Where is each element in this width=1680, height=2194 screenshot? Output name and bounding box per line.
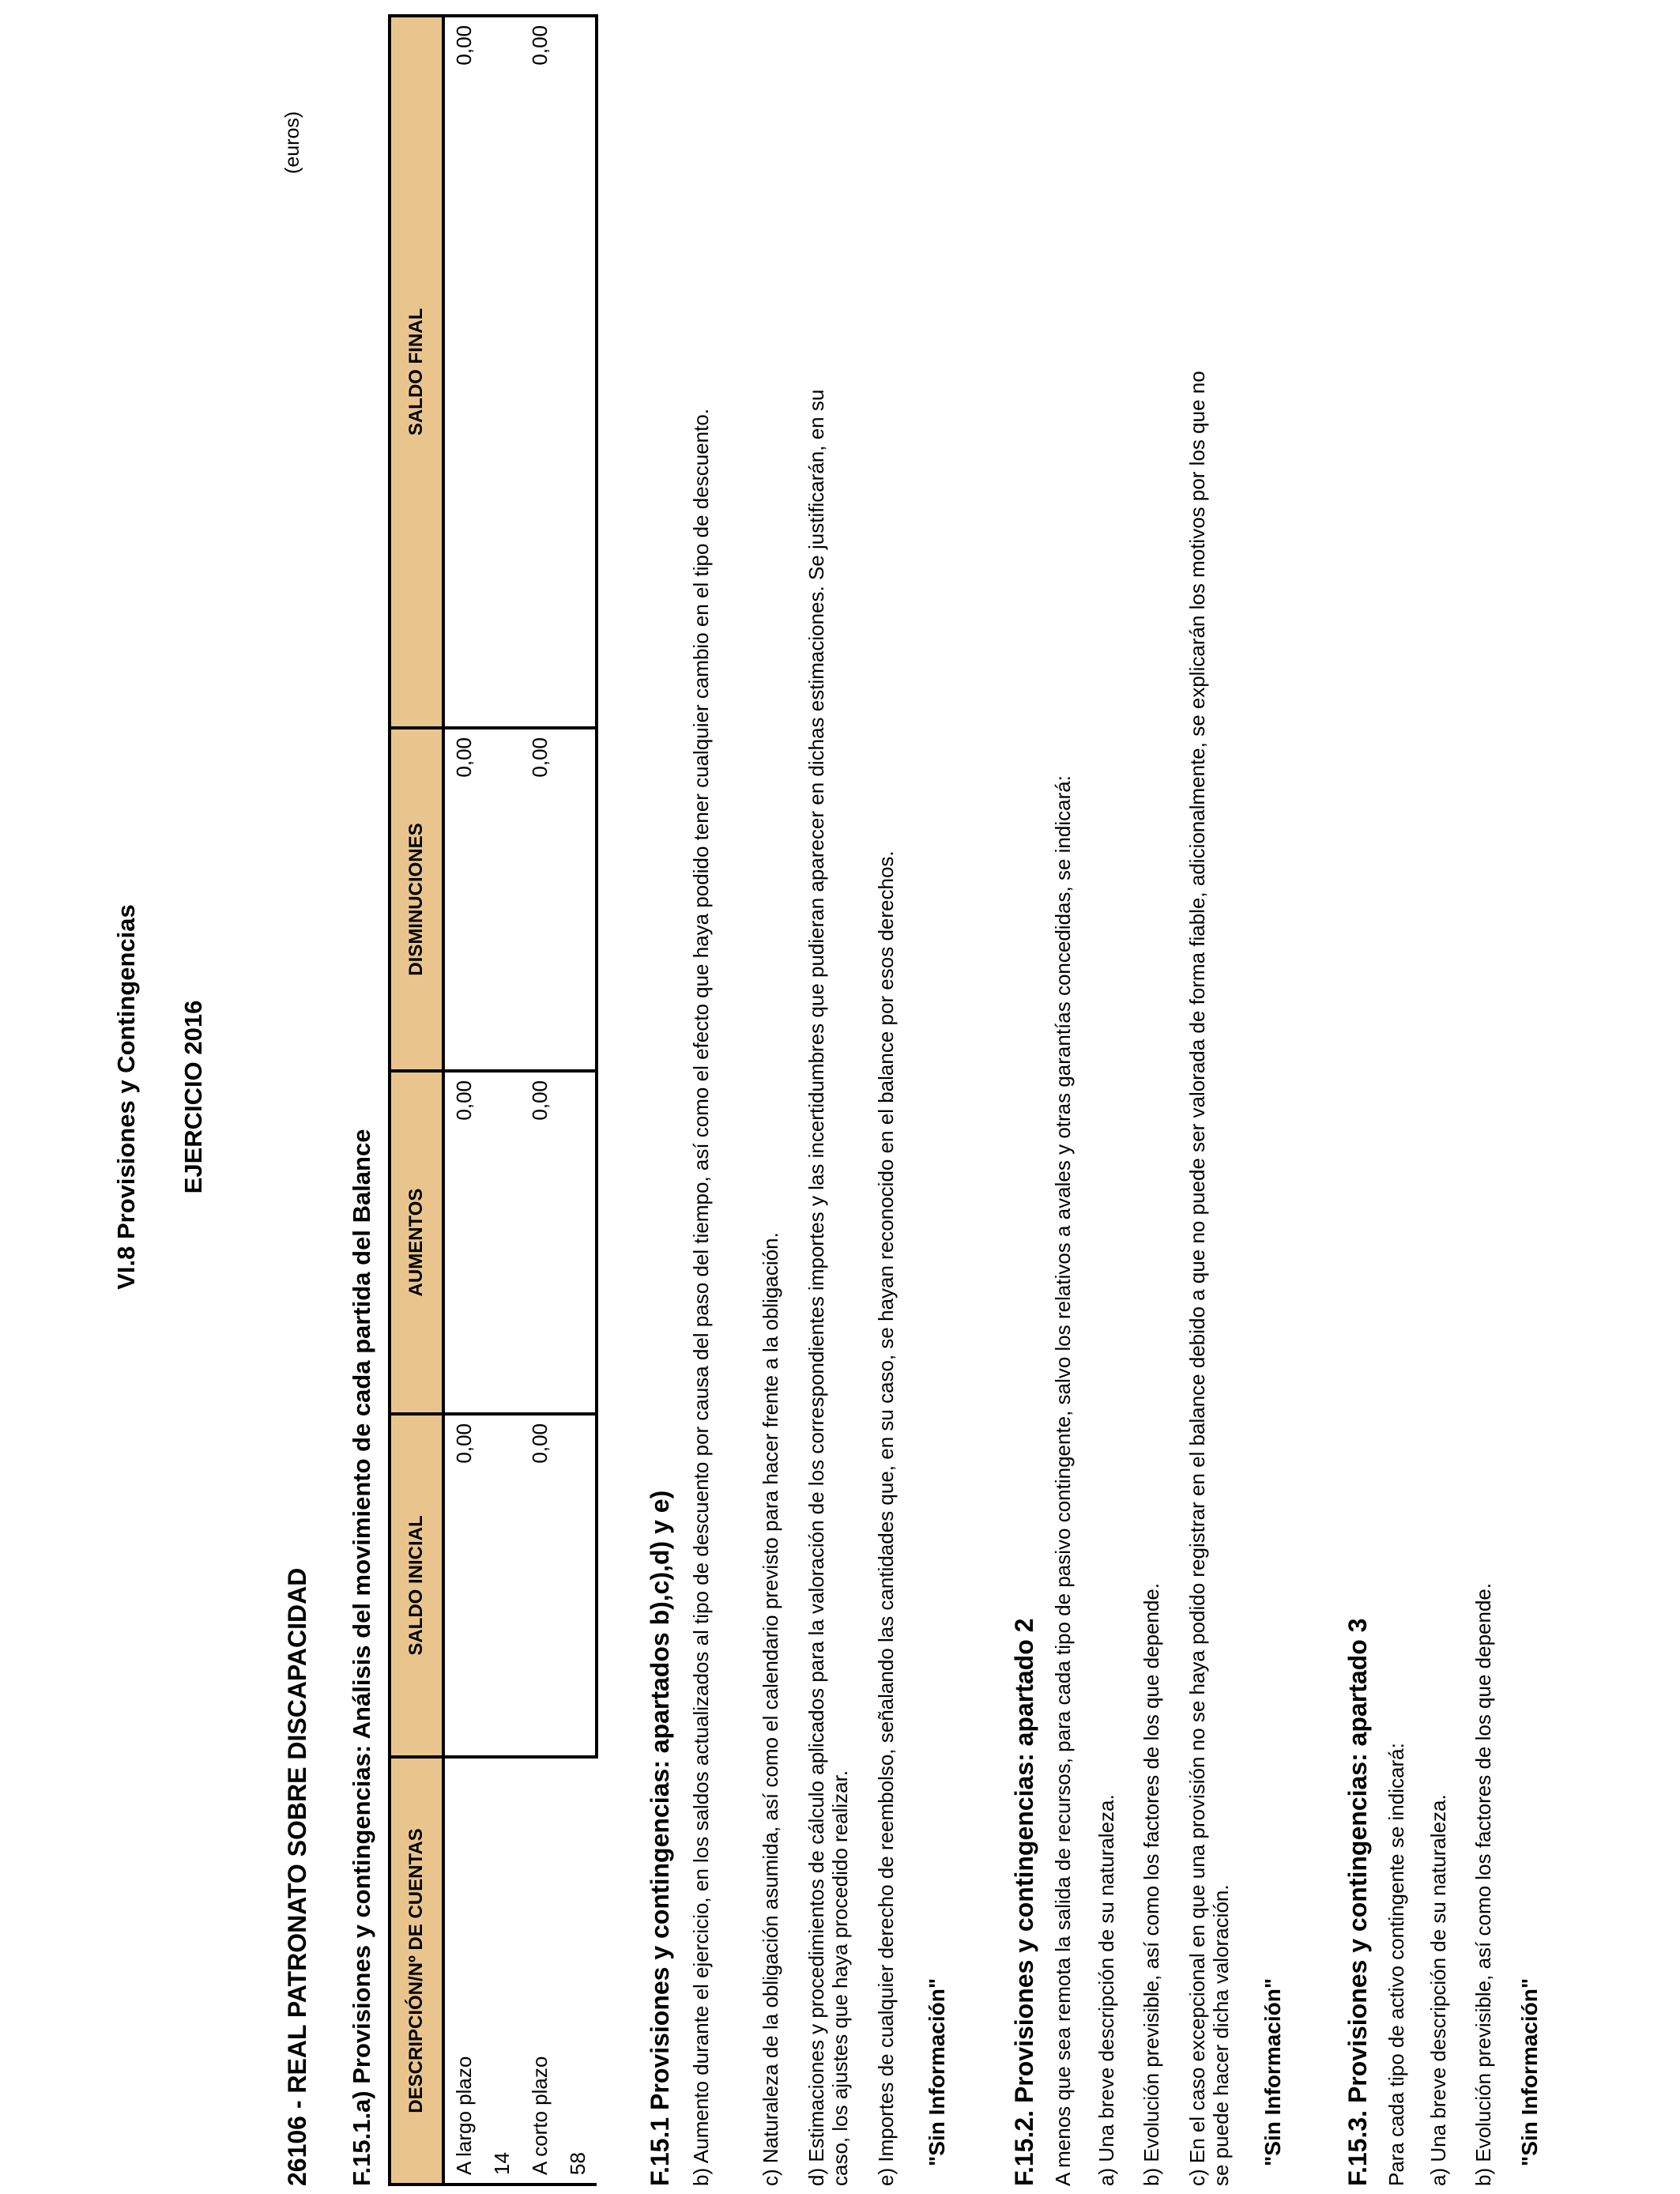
- cell-saldo-inicial: [443, 1414, 597, 1757]
- table-header-row: [390, 16, 443, 2185]
- cell-saldo-final: [443, 16, 597, 728]
- section-151-e: e) Importes de cualquier derecho de reembolso, señalando las cantidades que, en su caso, se hayan reconocido en el balance por esos derechos.: [874, 850, 898, 2186]
- organization-name: 26106 - REAL PATRONATO SOBRE DISCAPACIDAD: [283, 1567, 311, 2186]
- col-header-saldo-final: SALDO FINAL: [390, 16, 443, 728]
- section-153-no-info: "Sin Información": [1517, 1977, 1542, 2166]
- cell-aumentos: [443, 1071, 597, 1414]
- col-header-saldo-inicial: SALDO INICIAL: [390, 1414, 443, 1757]
- row-label: A corto plazo: [528, 2056, 552, 2175]
- value-aumentos-largo: 0,00: [452, 1080, 476, 1121]
- section-152-c: c) En el caso excepcional en que una provisión no se haya podido registrar en el balance debido a que no puede ser valorada de forma fiable, adicionalmente, se explicarán los motivos por los que no se puede hacer dicha valoración.: [1185, 371, 1233, 2186]
- section-153-intro: Para cada tipo de activo contingente se indicará:: [1384, 1743, 1408, 2186]
- value-saldo-inicial-corto: 0,00: [528, 1423, 552, 1464]
- value-disminuciones-corto: 0,00: [528, 737, 552, 778]
- row-description: [443, 1757, 597, 2185]
- value-disminuciones-largo: 0,00: [452, 737, 476, 778]
- col-header-disminuciones: DISMINUCIONES: [390, 728, 443, 1071]
- value-saldo-inicial-largo: 0,00: [452, 1423, 476, 1464]
- fiscal-year: EJERCICIO 2016: [179, 1000, 207, 1194]
- section-151-b: b) Aumento durante el ejercicio, en los saldos actualizados al tipo de descuento por causa del paso del tiempo, así como el efecto que haya podido tener cualquier cambio en el tipo de descuento.: [689, 409, 713, 2186]
- row-account-number: 58: [566, 2152, 590, 2175]
- section-152-b: b) Evolución previsible, así como los factores de los que depende.: [1139, 1582, 1163, 2186]
- value-saldo-final-largo: 0,00: [452, 25, 476, 66]
- section-152-heading: F.15.2. Provisiones y contingencias: apartado 2: [1010, 1618, 1038, 2186]
- provisions-table: [388, 14, 598, 2186]
- cell-disminuciones: [443, 728, 597, 1071]
- section-151-heading: F.15.1 Provisiones y contingencias: apartados b),c),d) y e): [646, 1490, 674, 2186]
- value-aumentos-corto: 0,00: [528, 1080, 552, 1121]
- section-152-intro: A menos que sea remota la salida de recursos, para cada tipo de pasivo contingente, salvo los relativos a avales y otras garantías concedidas, se indicará:: [1051, 775, 1075, 2186]
- row-label: A largo plazo: [452, 2056, 476, 2175]
- row-account-number: 14: [490, 2152, 514, 2175]
- section-152-a: a) Una breve descripción de su naturaleza.: [1094, 1794, 1118, 2186]
- section-153-b: b) Evolución previsible, así como los factores de los que depende.: [1471, 1582, 1495, 2186]
- section-152-no-info: "Sin Información": [1260, 1977, 1285, 2166]
- col-header-descripcion: DESCRIPCIÓN/Nº DE CUENTAS: [390, 1757, 443, 2185]
- section-153-heading: F.15.3. Provisiones y contingencias: apartado 3: [1343, 1618, 1372, 2186]
- currency-note: (euros): [281, 111, 303, 174]
- value-saldo-final-corto: 0,00: [528, 25, 552, 66]
- section-151-c: c) Naturaleza de la obligación asumida, así como el calendario previsto para hacer frente a la obligación.: [759, 1232, 782, 2186]
- table-row: [443, 16, 597, 2185]
- table-title: F.15.1.a) Provisiones y contingencias: Análisis del movimiento de cada partida del Balance: [348, 1129, 375, 2186]
- section-151-d: d) Estimaciones y procedimientos de cálculo aplicados para la valoración de los correspondientes importes y las incertidumbres que pudieran aparecer en dichas estimaciones. Se justificarán, en su caso, los ajustes que haya procedido realizar.: [804, 389, 852, 2186]
- section-151-no-info: "Sin Información": [925, 1977, 949, 2166]
- col-header-aumentos: AUMENTOS: [390, 1071, 443, 1414]
- section-153-a: a) Una breve descripción de su naturaleza.: [1426, 1794, 1450, 2186]
- document-title: VI.8 Provisiones y Contingencias: [112, 904, 140, 1290]
